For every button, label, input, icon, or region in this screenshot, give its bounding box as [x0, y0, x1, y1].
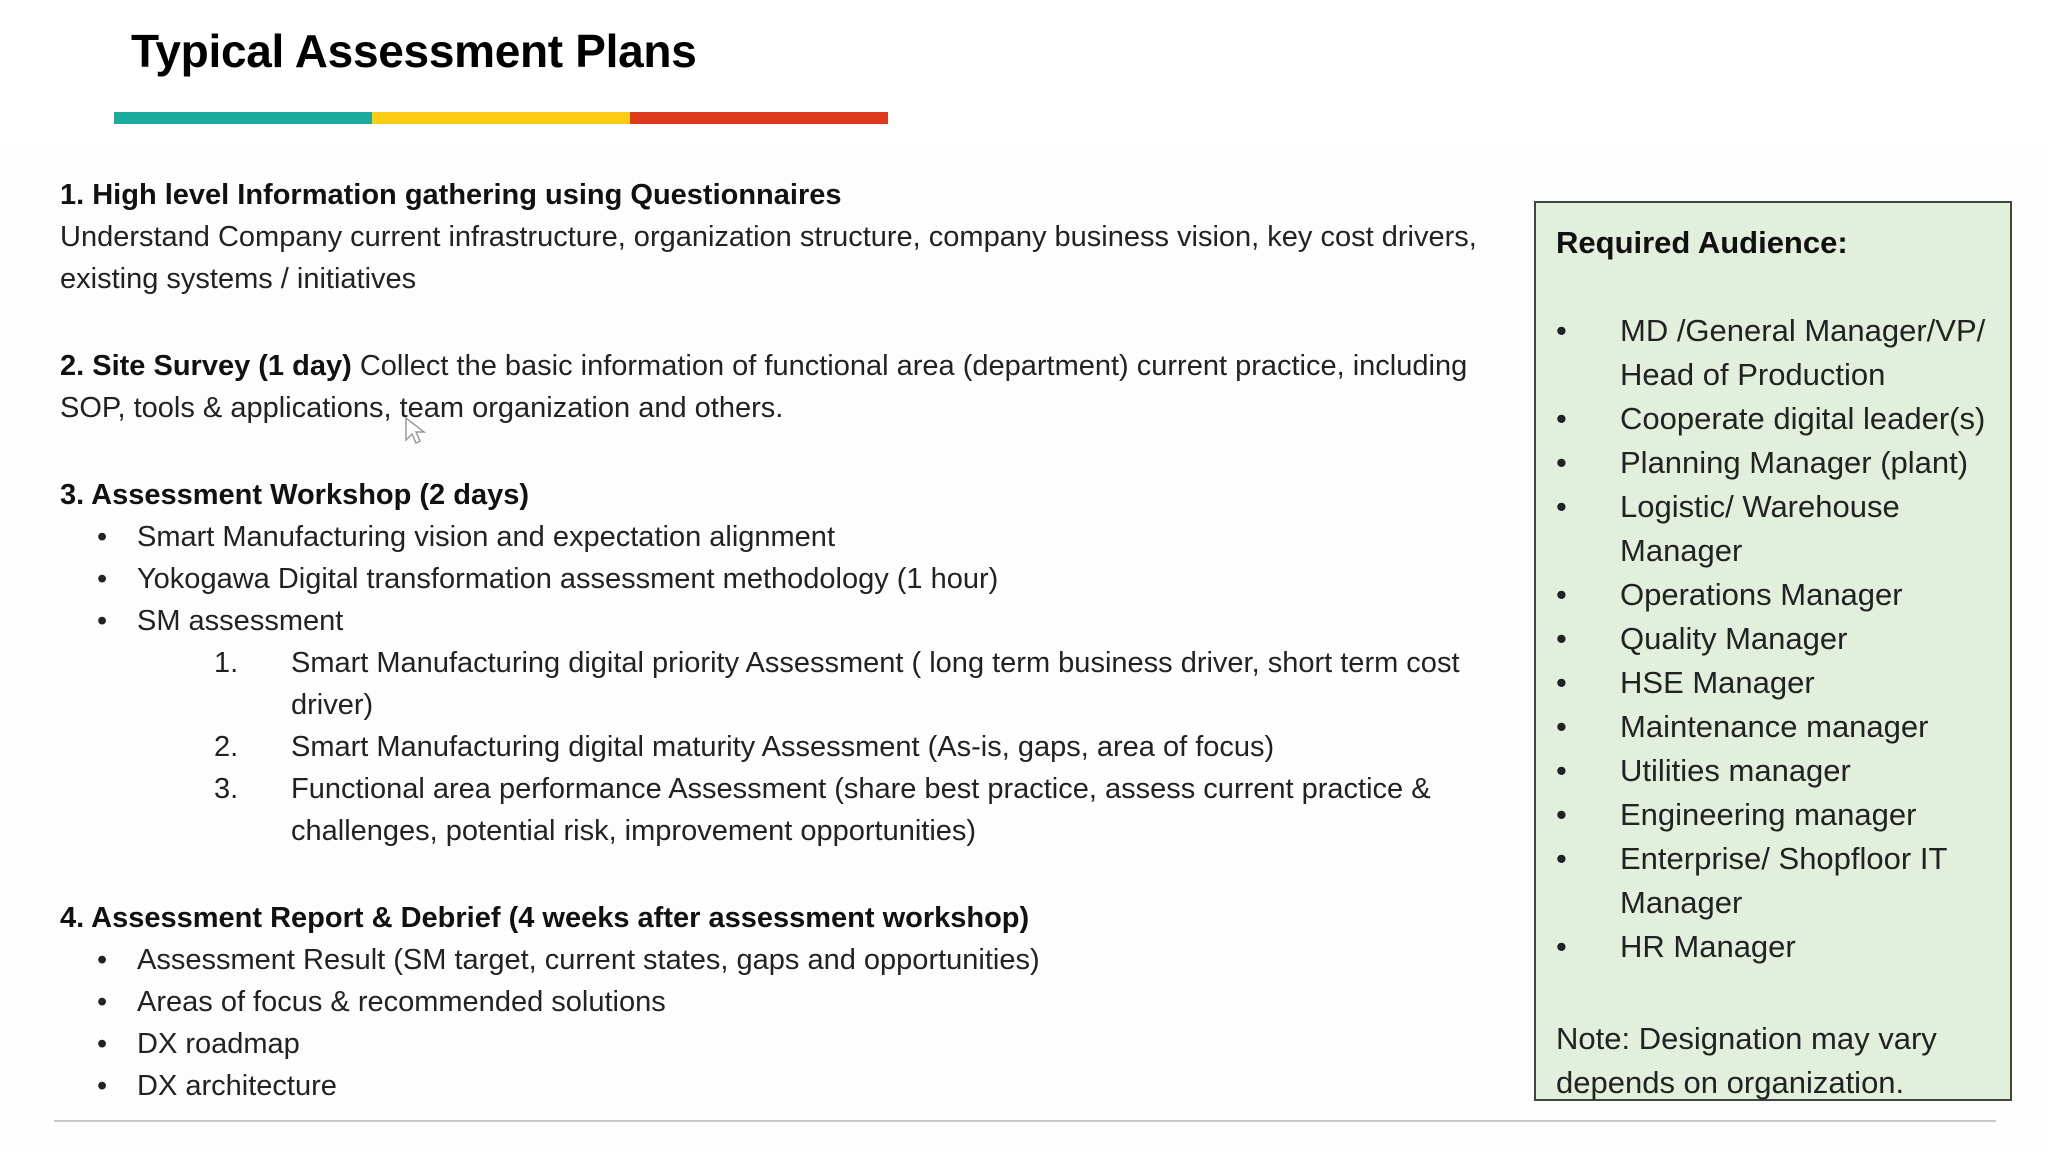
list-item [60, 558, 1520, 600]
list-item [60, 939, 1520, 981]
numbered-item [60, 642, 1520, 726]
step-1-heading: 1. High level Information gathering using Questionnaires [60, 179, 842, 211]
list-item-text: Smart Manufacturing vision and expectation alignment [137, 521, 835, 553]
list-item-text: Assessment Result (SM target, current states, gaps and opportunities) [137, 944, 1040, 976]
audience-item-text: HR Manager [1620, 929, 1796, 964]
title-accent-bar [114, 112, 888, 124]
accent-segment-yellow [372, 112, 630, 124]
list-item [60, 1023, 1520, 1065]
audience-item [1556, 793, 1990, 837]
bullet-icon: • [97, 986, 108, 1018]
bullet-icon: • [1556, 797, 1567, 832]
audience-item [1556, 485, 1990, 573]
bottom-divider [54, 1120, 1996, 1122]
step-4-bullet-list [60, 939, 1520, 1107]
audience-item-text: MD /General Manager/VP/ Head of Production [1620, 313, 1986, 392]
bullet-icon: • [1556, 577, 1567, 612]
step-3-sub-list [60, 642, 1520, 852]
audience-item-text: Engineering manager [1620, 797, 1917, 832]
step-1 [60, 174, 1520, 300]
audience-item [1556, 397, 1990, 441]
audience-item-text: Logistic/ Warehouse Manager [1620, 489, 1900, 568]
step-2-description: Collect the basic information of functional area (department) current practice, including SOP, tools & applications, team organization and others. [60, 350, 1468, 424]
accent-segment-red [630, 112, 888, 124]
step-4-heading: 4. Assessment Report & Debrief (4 weeks after assessment workshop) [60, 902, 1030, 934]
slide-title: Typical Assessment Plans [131, 25, 697, 77]
accent-segment-teal [114, 112, 372, 124]
list-item-text: DX architecture [137, 1070, 337, 1102]
audience-note: Note: Designation may vary depends on organization. [1556, 1021, 1937, 1100]
bullet-icon: • [1556, 841, 1567, 876]
audience-item-text: Cooperate digital leader(s) [1620, 401, 1986, 436]
mouse-pointer-icon [404, 416, 426, 451]
step-1-description: Understand Company current infrastructure, organization structure, company business vision, key cost drivers, existing systems / initiatives [60, 221, 1477, 295]
bullet-icon: • [97, 1028, 108, 1060]
step-4 [60, 897, 1520, 1107]
assessment-plan-steps [60, 174, 1520, 1107]
list-item [60, 600, 1520, 642]
bullet-icon: • [1556, 313, 1567, 348]
audience-item [1556, 749, 1990, 793]
bullet-icon: • [97, 521, 108, 553]
list-item-text: Areas of focus & recommended solutions [137, 986, 666, 1018]
item-number: 3. [214, 773, 239, 805]
list-item-text: Yokogawa Digital transformation assessment methodology (1 hour) [137, 563, 999, 595]
required-audience-box [1534, 201, 2012, 1101]
bullet-icon: • [97, 605, 108, 637]
audience-title: Required Audience: [1556, 225, 1848, 260]
list-item-text: SM assessment [137, 605, 344, 637]
numbered-item [60, 726, 1520, 768]
numbered-item [60, 768, 1520, 852]
audience-item [1556, 661, 1990, 705]
step-2-heading: 2. Site Survey (1 day) [60, 350, 352, 382]
bullet-icon: • [1556, 665, 1567, 700]
bullet-icon: • [1556, 621, 1567, 656]
list-item [60, 516, 1520, 558]
audience-item [1556, 705, 1990, 749]
numbered-item-text: Functional area performance Assessment (share best practice, assess current practice & challenges, potential risk, improvement opportunities) [291, 773, 1431, 847]
bullet-icon: • [1556, 753, 1567, 788]
audience-item [1556, 617, 1990, 661]
audience-item-text: Enterprise/ Shopfloor IT Manager [1620, 841, 1947, 920]
audience-item-text: Quality Manager [1620, 621, 1848, 656]
audience-item-text: Operations Manager [1620, 577, 1903, 612]
bullet-icon: • [1556, 445, 1567, 480]
list-item [60, 1065, 1520, 1107]
numbered-item-text: Smart Manufacturing digital priority Assessment ( long term business driver, short term cost driver) [291, 647, 1460, 721]
step-2 [60, 345, 1520, 429]
audience-item-text: HSE Manager [1620, 665, 1815, 700]
bullet-icon: • [1556, 929, 1567, 964]
audience-item-text: Utilities manager [1620, 753, 1851, 788]
bullet-icon: • [1556, 401, 1567, 436]
audience-item-text: Maintenance manager [1620, 709, 1929, 744]
step-3 [60, 474, 1520, 852]
step-3-heading: 3. Assessment Workshop (2 days) [60, 479, 529, 511]
audience-item [1556, 573, 1990, 617]
list-item-text: DX roadmap [137, 1028, 300, 1060]
bullet-icon: • [1556, 489, 1567, 524]
audience-item [1556, 309, 1990, 397]
step-3-bullet-list [60, 516, 1520, 642]
audience-item [1556, 837, 1990, 925]
bullet-icon: • [1556, 709, 1567, 744]
audience-item-text: Planning Manager (plant) [1620, 445, 1969, 480]
audience-item [1556, 925, 1990, 969]
bullet-icon: • [97, 1070, 108, 1102]
bullet-icon: • [97, 944, 108, 976]
list-item [60, 981, 1520, 1023]
numbered-item-text: Smart Manufacturing digital maturity Assessment (As-is, gaps, area of focus) [291, 731, 1275, 763]
bullet-icon: • [97, 563, 108, 595]
item-number: 1. [214, 647, 239, 679]
item-number: 2. [214, 731, 239, 763]
audience-item [1556, 441, 1990, 485]
audience-list [1556, 309, 1990, 969]
